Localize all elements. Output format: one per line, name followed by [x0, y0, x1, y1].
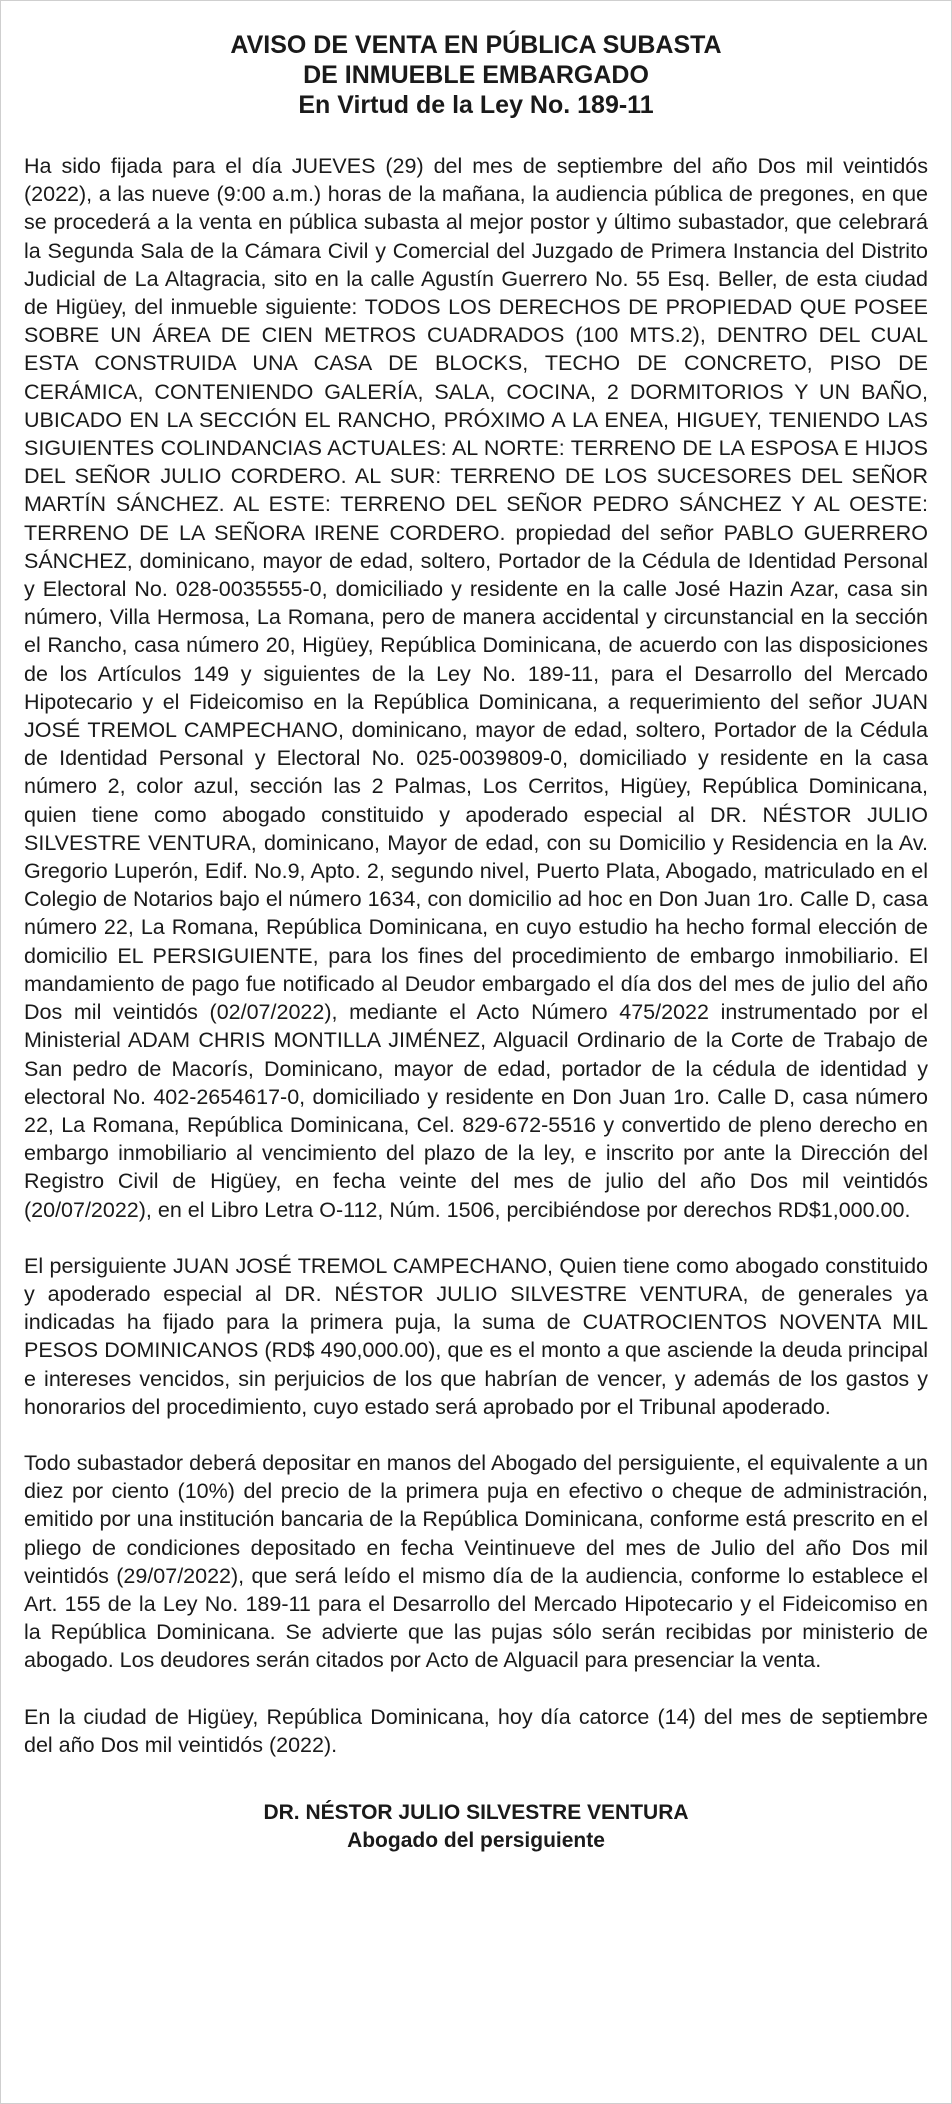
- heading-line-2: DE INMUEBLE EMBARGADO: [303, 61, 649, 89]
- heading-line-3: En Virtud de la Ley No. 189-11: [298, 91, 654, 119]
- paragraph-date-place: En la ciudad de Higüey, República Dominicana, hoy día catorce (14) del mes de septiembre del año Dos mil veintidós (2022).: [24, 1704, 928, 1757]
- signature-name: DR. NÉSTOR JULIO SILVESTRE VENTURA: [263, 1800, 689, 1824]
- paragraph-first-bid: El persiguiente JUAN JOSÉ TREMOL CAMPECHANO, Quien tiene como abogado constituido y apoderado especial al DR. NÉSTOR JULIO SILVESTRE VENTURA, de generales ya indicadas ha fijado para la primera puja, la suma de CUATROCIENTOS NOVENTA MIL PESOS DOMINICANOS (RD$ 490,000.00), que es el monto a que asciende la deuda principal e intereses vencidos, sin perjuicios de los que habrían de vencer, y además de los gastos y honorarios del procedimiento, cuyo estado será aprobado por el Tribunal apoderado.: [24, 1253, 928, 1419]
- notice-body: [24, 152, 928, 1759]
- paragraph-auction-details: Ha sido fijada para el día JUEVES (29) del mes de septiembre del año Dos mil veintidós (2022), a las nueve (9:00 a.m.) horas de la mañana, la audiencia pública de pregones, en que se procederá a la venta en pública subasta al mejor postor y último subastador, que celebrará la Segunda Sala de la Cámara Civil y Comercial del Juzgado de Primera Instancia del Distrito Judicial de La Altagracia, sito en la calle Agustín Guerrero No. 55 Esq. Beller, de esta ciudad de Higüey, del inmueble siguiente: TODOS LOS DERECHOS DE PROPIEDAD QUE POSEE SOBRE UN ÁREA DE CIEN METROS CUADRADOS (100 MTS.2), DENTRO DEL CUAL ESTA CONSTRUIDA UNA CASA DE BLOCKS, TECHO DE CONCRETO, PISO DE CERÁMICA, CONTENIENDO GALERÍA, SALA, COCINA, 2 DORMITORIOS Y UN BAÑO, UBICADO EN LA SECCIÓN EL RANCHO, PRÓXIMO A LA ENEA, HIGUEY, TENIENDO LAS SIGUIENTES COLINDANCIAS ACTUALES: AL NORTE: TERRENO DE LA ESPOSA E HIJOS DEL SEÑOR JULIO CORDERO. AL SUR: TERRENO DE LOS SUCESORES DEL SEÑOR MARTÍN SÁNCHEZ. AL ESTE: TERRENO DEL SEÑOR PEDRO SÁNCHEZ Y AL OESTE: TERRENO DE LA SEÑORA IRENE CORDERO. propiedad del señor PABLO GUERRERO SÁNCHEZ, dominicano, mayor de edad, soltero, Portador de la Cédula de Identidad Personal y Electoral No. 028-0035555-0, domiciliado y residente en la calle José Hazin Azar, casa sin número, Villa Hermosa, La Romana, pero de manera accidental y circunstancial en la sección el Rancho, casa número 20, Higüey, República Dominicana, de acuerdo con las disposiciones de los Artículos 149 y siguientes de la Ley No. 189-11, para el Desarrollo del Mercado Hipotecario y el Fideicomiso en la República Dominicana, a requerimiento del señor JUAN JOSÉ TREMOL CAMPECHANO, dominicano, mayor de edad, soltero, Portador de la Cédula de Identidad Personal y Electoral No. 025-0039809-0, domiciliado y residente en la casa número 2, color azul, sección las 2 Palmas, Los Cerritos, Higüey, República Dominicana, quien tiene como abogado constituido y apoderado especial al DR. NÉSTOR JULIO SILVESTRE VENTURA, dominicano, Mayor de edad, con su Domicilio y Residencia en la Av. Gregorio Luperón, Edif. No.9, Apto. 2, segundo nivel, Puerto Plata, Abogado, matriculado en el Colegio de Notarios bajo el número 1634, con domicilio ad hoc en Don Juan 1ro. Calle D, casa número 22, La Romana, República Dominicana, en cuyo estudio ha hecho formal elección de domicilio EL PERSIGUIENTE, para los fines del procedimiento de embargo inmobiliario. El mandamiento de pago fue notificado al Deudor embargado el día dos del mes de julio del año Dos mil veintidós (02/07/2022), mediante el Acto Número 475/2022 instrumentado por el Ministerial ADAM CHRIS MONTILLA JIMÉNEZ, Alguacil Ordinario de la Corte de Trabajo de San pedro de Macorís, Dominicano, mayor de edad, portador de la cédula de identidad y electoral No. 402-2654617-0, domiciliado y residente en Don Juan 1ro. Calle D, casa número 22, La Romana, República Dominicana, Cel. 829-672-5516 y convertido de pleno derecho en embargo inmobiliario al vencimiento del plazo de la ley, e inscrito por ante la Dirección del Registro Civil de Higüey, en fecha veinte del mes de julio del año Dos mil veintidós (20/07/2022), en el Libro Letra O-112, Núm. 1506, percibiéndose por derechos RD$1,000.00.: [24, 154, 928, 1222]
- paragraph-deposit-terms: Todo subastador deberá depositar en manos del Abogado del persiguiente, el equivalente a un diez por ciento (10%) del precio de la primera puja en efectivo o cheque de administración, emitido por una institución bancaria de la República Dominicana, conforme está prescrito en el pliego de condiciones depositado en fecha Veintinueve del mes de Julio del año Dos mil veintidós (29/07/2022), que será leído el mismo día de la audiencia, conforme lo establece el Art. 155 de la Ley No. 189-11 para el Desarrollo del Mercado Hipotecario y el Fideicomiso en la República Dominicana. Se advierte que las pujas sólo serán recibidas por ministerio de abogado. Los deudores serán citados por Acto de Alguacil para presenciar la venta.: [24, 1450, 928, 1673]
- signature-block: [24, 1799, 928, 1855]
- notice-heading: [24, 30, 928, 120]
- signature-role: Abogado del persiguiente: [347, 1828, 605, 1852]
- heading-line-1: AVISO DE VENTA EN PÚBLICA SUBASTA: [230, 31, 722, 59]
- notice-document: [24, 30, 928, 1855]
